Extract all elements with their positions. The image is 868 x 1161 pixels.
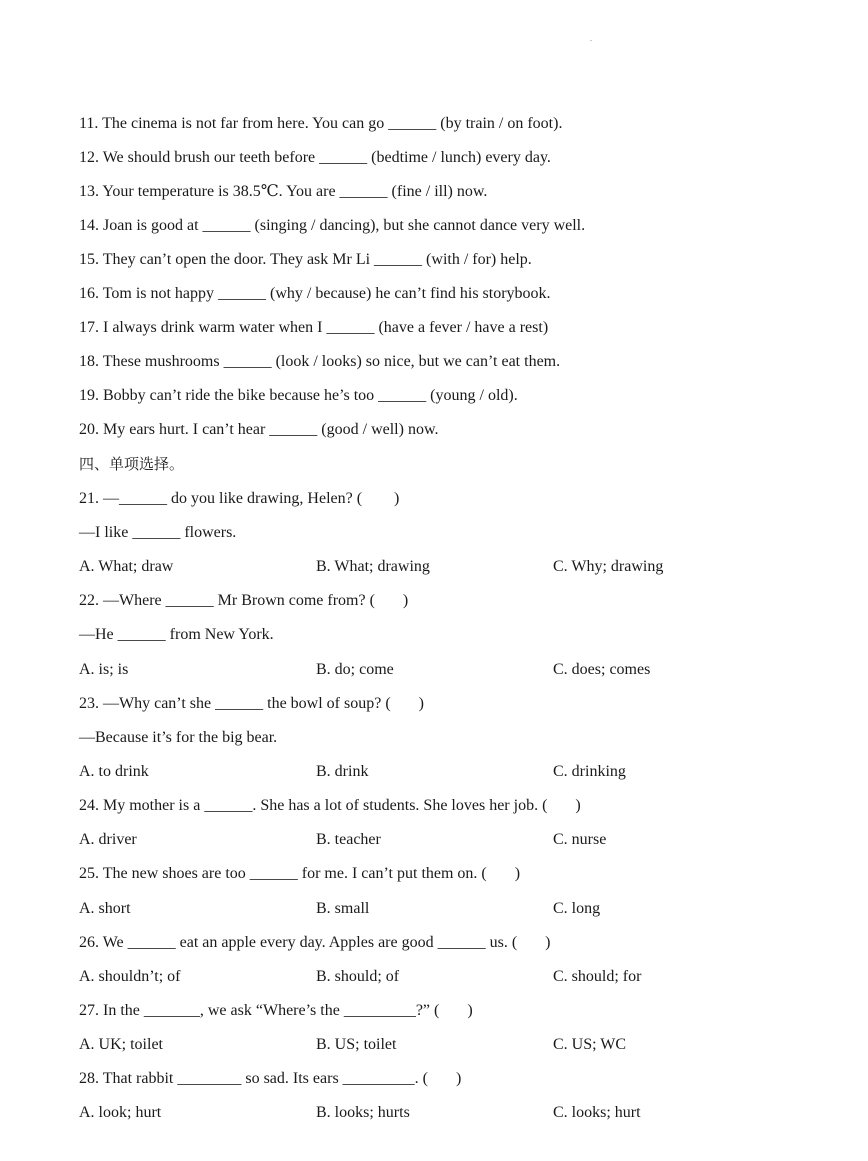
option-a: A. short [79, 900, 131, 917]
option-b: B. do; come [316, 661, 394, 678]
option-c: C. long [553, 900, 601, 917]
fill-in-item: 11. The cinema is not far from here. You can go ______ (by train / on foot). [79, 115, 563, 132]
option-a: A. driver [79, 831, 137, 848]
question-answer-line: —I like ______ flowers. [79, 524, 237, 541]
fill-in-item: 17. I always drink warm water when I ______ (have a fever / have a rest) [79, 319, 549, 336]
question-answer-line: —He ______ from New York. [79, 626, 274, 643]
option-a: A. What; draw [79, 558, 174, 575]
question-stem: 27. In the _______, we ask “Where’s the _________?” ( ) [79, 1002, 473, 1019]
option-b: B. looks; hurts [316, 1104, 410, 1121]
fill-in-item: 12. We should brush our teeth before ______ (bedtime / lunch) every day. [79, 149, 551, 166]
fill-in-item: 14. Joan is good at ______ (singing / dancing), but she cannot dance very well. [79, 217, 586, 234]
fill-in-item: 19. Bobby can’t ride the bike because he’s too ______ (young / old). [79, 387, 518, 404]
fill-in-item: 13. Your temperature is 38.5℃. You are ______ (fine / ill) now. [79, 183, 488, 200]
question-answer-line: —Because it’s for the big bear. [79, 729, 278, 746]
question-stem: 24. My mother is a ______. She has a lot of students. She loves her job. ( ) [79, 797, 581, 814]
question-stem: 28. That rabbit ________ so sad. Its ears _________. ( ) [79, 1070, 462, 1087]
option-b: B. What; drawing [316, 558, 430, 575]
option-c: C. looks; hurt [553, 1104, 641, 1121]
option-b: B. US; toilet [316, 1036, 397, 1053]
question-stem: 23. —Why can’t she ______ the bowl of soup? ( ) [79, 695, 424, 712]
fill-in-item: 20. My ears hurt. I can’t hear ______ (good / well) now. [79, 421, 439, 438]
corner-mark: . [590, 34, 592, 43]
option-a: A. look; hurt [79, 1104, 162, 1121]
question-stem: 25. The new shoes are too ______ for me. I can’t put them on. ( ) [79, 865, 521, 882]
fill-in-item: 15. They can’t open the door. They ask Mr Li ______ (with / for) help. [79, 251, 532, 268]
option-c: C. drinking [553, 763, 626, 780]
fill-in-item: 16. Tom is not happy ______ (why / because) he can’t find his storybook. [79, 285, 551, 302]
option-b: B. drink [316, 763, 369, 780]
fill-in-item: 18. These mushrooms ______ (look / looks) so nice, but we can’t eat them. [79, 353, 561, 370]
option-c: C. nurse [553, 831, 607, 848]
question-stem: 26. We ______ eat an apple every day. Apples are good ______ us. ( ) [79, 934, 551, 951]
option-b: B. should; of [316, 968, 400, 985]
option-c: C. Why; drawing [553, 558, 664, 575]
option-b: B. teacher [316, 831, 381, 848]
option-a: A. is; is [79, 661, 129, 678]
section-title: 四、单项选择。 [79, 455, 185, 473]
option-c: C. should; for [553, 968, 642, 985]
question-stem: 22. —Where ______ Mr Brown come from? ( ) [79, 592, 409, 609]
question-stem: 21. —______ do you like drawing, Helen? ( ) [79, 490, 400, 507]
option-b: B. small [316, 900, 370, 917]
option-a: A. UK; toilet [79, 1036, 163, 1053]
option-c: C. US; WC [553, 1036, 627, 1053]
option-c: C. does; comes [553, 661, 651, 678]
option-a: A. shouldn’t; of [79, 968, 181, 985]
option-a: A. to drink [79, 763, 149, 780]
